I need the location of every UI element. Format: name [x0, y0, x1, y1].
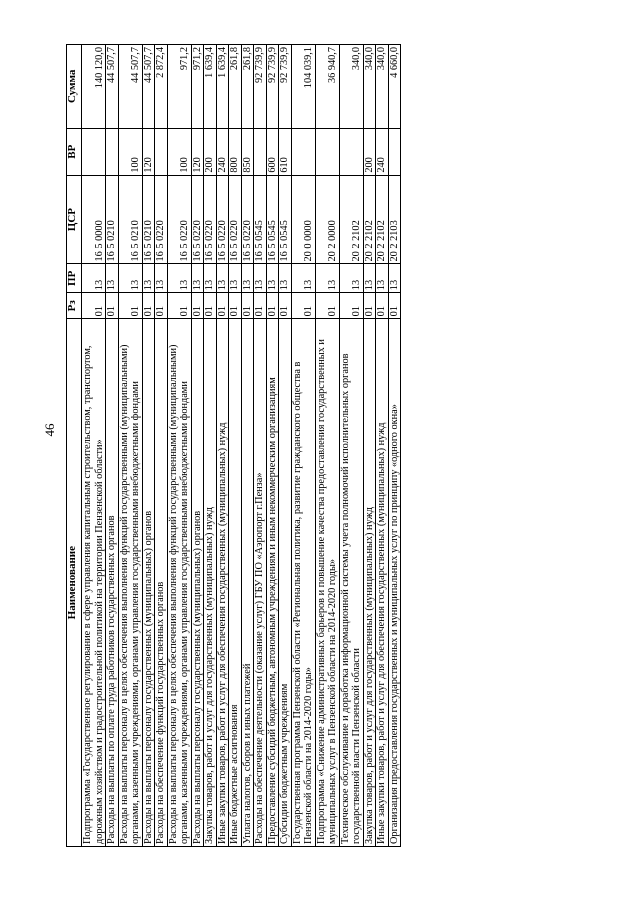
cell-name: Организация предоставления государственных и муниципальных услуг по принципу «одного окна» [388, 319, 401, 847]
cell-csr: 20 2 2102 [363, 175, 376, 264]
table-row [376, 45, 389, 847]
cell-rz: 01 [155, 293, 168, 319]
cell-name: Иные бюджетные ассигнования [229, 319, 242, 847]
cell-csr: 16 5 0210 [118, 175, 142, 264]
header-sum: Сумма [67, 45, 82, 129]
cell-csr: 20 2 2102 [339, 175, 363, 264]
cell-pr: 13 [106, 264, 119, 293]
cell-sum: 340,0 [363, 45, 376, 129]
header-pr: ПР [67, 264, 82, 293]
cell-name: Предоставление субсидий бюджетным, автономным учреждениям и иным некоммерческим организациям [266, 319, 279, 847]
cell-name: Расходы на выплаты персоналу в целях обеспечения выполнения функций государственными (муниципальными) органами, казенными учреждениями, органами управления государственными внебюджетными фондами [167, 319, 191, 847]
table-row [191, 45, 204, 847]
cell-vr: 600 [266, 128, 279, 175]
page-number: 46 [42, 423, 57, 437]
cell-name: Закупка товаров, работ и услуг для государственных (муниципальных) нужд [204, 319, 217, 847]
table-row [216, 45, 229, 847]
table-row [254, 45, 267, 847]
table-row [155, 45, 168, 847]
cell-rz: 01 [106, 293, 119, 319]
cell-pr: 13 [204, 264, 217, 293]
table-row [142, 45, 155, 847]
table-row [167, 45, 191, 847]
cell-sum: 92 739,9 [279, 45, 292, 129]
cell-vr: 120 [142, 128, 155, 175]
cell-vr: 100 [118, 128, 142, 175]
cell-sum: 261,8 [241, 45, 254, 129]
cell-csr: 16 5 0220 [216, 175, 229, 264]
cell-pr: 13 [363, 264, 376, 293]
cell-name: Расходы на выплаты персоналу государственных (муниципальных) органов [191, 319, 204, 847]
cell-pr: 13 [241, 264, 254, 293]
cell-vr [254, 128, 267, 175]
header-csr: ЦСР [67, 175, 82, 264]
cell-vr: 120 [191, 128, 204, 175]
cell-rz: 01 [142, 293, 155, 319]
cell-rz: 01 [118, 293, 142, 319]
cell-name: Государственная программа Пензенской области «Региональная политика, развитие гражданского общества в Пензенской области на 2014-2020 годы» [291, 319, 315, 847]
cell-name: Закупка товаров, работ и услуг для государственных (муниципальных) нужд [363, 319, 376, 847]
cell-rz: 01 [254, 293, 267, 319]
cell-vr: 240 [376, 128, 389, 175]
cell-csr: 16 5 0210 [106, 175, 119, 264]
cell-vr: 610 [279, 128, 292, 175]
cell-csr: 16 5 0220 [204, 175, 217, 264]
cell-vr: 850 [241, 128, 254, 175]
cell-name: Расходы на выплаты по оплате труда работников государственных органов [106, 319, 119, 847]
header-rz: Рз [67, 293, 82, 319]
cell-name: Субсидии бюджетным учреждениям [279, 319, 292, 847]
cell-csr: 16 5 0545 [279, 175, 292, 264]
table-row [118, 45, 142, 847]
table-row [106, 45, 119, 847]
cell-sum: 4 660,0 [388, 45, 401, 129]
table-row [241, 45, 254, 847]
cell-rz: 01 [339, 293, 363, 319]
cell-csr: 16 5 0220 [167, 175, 191, 264]
table-row [339, 45, 363, 847]
cell-pr: 13 [118, 264, 142, 293]
cell-name: Расходы на выплаты персоналу государственных (муниципальных) органов [142, 319, 155, 847]
cell-sum: 92 739,9 [266, 45, 279, 129]
cell-name: Расходы на обеспечение функций государственных органов [155, 319, 168, 847]
cell-rz: 01 [279, 293, 292, 319]
cell-rz: 01 [216, 293, 229, 319]
cell-vr: 100 [167, 128, 191, 175]
cell-sum: 44 507,7 [106, 45, 119, 129]
table-row [82, 45, 106, 847]
cell-name: Уплата налогов, сборов и иных платежей [241, 319, 254, 847]
cell-pr: 13 [216, 264, 229, 293]
cell-rz: 01 [315, 293, 339, 319]
cell-pr: 13 [339, 264, 363, 293]
cell-csr: 16 5 0220 [155, 175, 168, 264]
cell-vr: 800 [229, 128, 242, 175]
table-body [82, 45, 401, 847]
cell-rz: 01 [241, 293, 254, 319]
cell-csr: 16 5 0220 [191, 175, 204, 264]
cell-csr: 16 5 0545 [254, 175, 267, 264]
cell-pr: 13 [254, 264, 267, 293]
cell-sum: 44 507,7 [118, 45, 142, 129]
cell-sum: 92 739,9 [254, 45, 267, 129]
cell-vr [339, 128, 363, 175]
cell-csr: 20 0 0000 [291, 175, 315, 264]
cell-pr: 13 [279, 264, 292, 293]
cell-sum: 1 639,4 [216, 45, 229, 129]
table-row [229, 45, 242, 847]
cell-vr [106, 128, 119, 175]
cell-name: Иные закупки товаров, работ и услуг для обеспечения государственных (муниципальных) нужд [376, 319, 389, 847]
cell-sum: 44 507,7 [142, 45, 155, 129]
cell-csr: 16 5 0220 [229, 175, 242, 264]
cell-name: Расходы на выплаты персоналу в целях обеспечения выполнения функций государственными (муниципальными) органами, казенными учреждениями, органами управления государственными внебюджетными фондами [118, 319, 142, 847]
cell-pr: 13 [315, 264, 339, 293]
cell-vr [155, 128, 168, 175]
cell-pr: 13 [291, 264, 315, 293]
cell-csr: 16 5 0210 [142, 175, 155, 264]
cell-rz: 01 [363, 293, 376, 319]
cell-csr: 16 5 0220 [241, 175, 254, 264]
cell-name: Подпрограмма «Снижение административных барьеров и повышение качества предоставления государственных и муниципальных услуг в Пензенской области на 2014-2020 годы» [315, 319, 339, 847]
header-vr: ВР [67, 128, 82, 175]
cell-sum: 104 039,1 [291, 45, 315, 129]
cell-csr: 20 2 2102 [376, 175, 389, 264]
table-row [279, 45, 292, 847]
header-name: Наименование [67, 319, 82, 847]
cell-pr: 13 [82, 264, 106, 293]
cell-vr [388, 128, 401, 175]
table-row [266, 45, 279, 847]
cell-pr: 13 [376, 264, 389, 293]
cell-vr: 200 [204, 128, 217, 175]
cell-vr [291, 128, 315, 175]
cell-rz: 01 [82, 293, 106, 319]
cell-pr: 13 [155, 264, 168, 293]
table-row [388, 45, 401, 847]
table-row [363, 45, 376, 847]
cell-csr: 16 5 0000 [82, 175, 106, 264]
cell-pr: 13 [388, 264, 401, 293]
cell-name: Подпрограмма «Государственное регулирование в сфере управления капитальным строительством, транспортом, дорожным хозяйством и градостроительной политикой на территории Пензенской области» [82, 319, 106, 847]
cell-pr: 13 [266, 264, 279, 293]
cell-rz: 01 [266, 293, 279, 319]
cell-sum: 340,0 [376, 45, 389, 129]
table-header-row [67, 45, 82, 847]
cell-pr: 13 [142, 264, 155, 293]
cell-rz: 01 [388, 293, 401, 319]
cell-csr: 20 2 2103 [388, 175, 401, 264]
cell-vr [82, 128, 106, 175]
cell-vr [315, 128, 339, 175]
cell-rz: 01 [204, 293, 217, 319]
cell-name: Расходы на обеспечение деятельности (оказание услуг) ГБУ ПО «Аэропорт г.Пенза» [254, 319, 267, 847]
cell-rz: 01 [376, 293, 389, 319]
cell-vr: 240 [216, 128, 229, 175]
cell-sum: 1 639,4 [204, 45, 217, 129]
cell-pr: 13 [167, 264, 191, 293]
cell-rz: 01 [167, 293, 191, 319]
cell-sum: 340,0 [339, 45, 363, 129]
cell-name: Техническое обслуживание и доработка информационной системы учета полномочий исполнительных органов государственной власти Пензенской области [339, 319, 363, 847]
cell-vr: 200 [363, 128, 376, 175]
cell-sum: 36 940,7 [315, 45, 339, 129]
cell-rz: 01 [191, 293, 204, 319]
rotated-page-content [66, 44, 561, 847]
table-row [291, 45, 315, 847]
cell-sum: 2 872,4 [155, 45, 168, 129]
cell-pr: 13 [191, 264, 204, 293]
table-row [315, 45, 339, 847]
cell-name: Иные закупки товаров, работ и услуг для обеспечения государственных (муниципальных) нужд [216, 319, 229, 847]
cell-sum: 971,2 [167, 45, 191, 129]
cell-csr: 20 2 0000 [315, 175, 339, 264]
cell-csr: 16 5 0545 [266, 175, 279, 264]
cell-pr: 13 [229, 264, 242, 293]
cell-sum: 261,8 [229, 45, 242, 129]
budget-table [66, 44, 401, 847]
cell-rz: 01 [291, 293, 315, 319]
cell-rz: 01 [229, 293, 242, 319]
table-row [204, 45, 217, 847]
cell-sum: 140 120,0 [82, 45, 106, 129]
cell-sum: 971,2 [191, 45, 204, 129]
